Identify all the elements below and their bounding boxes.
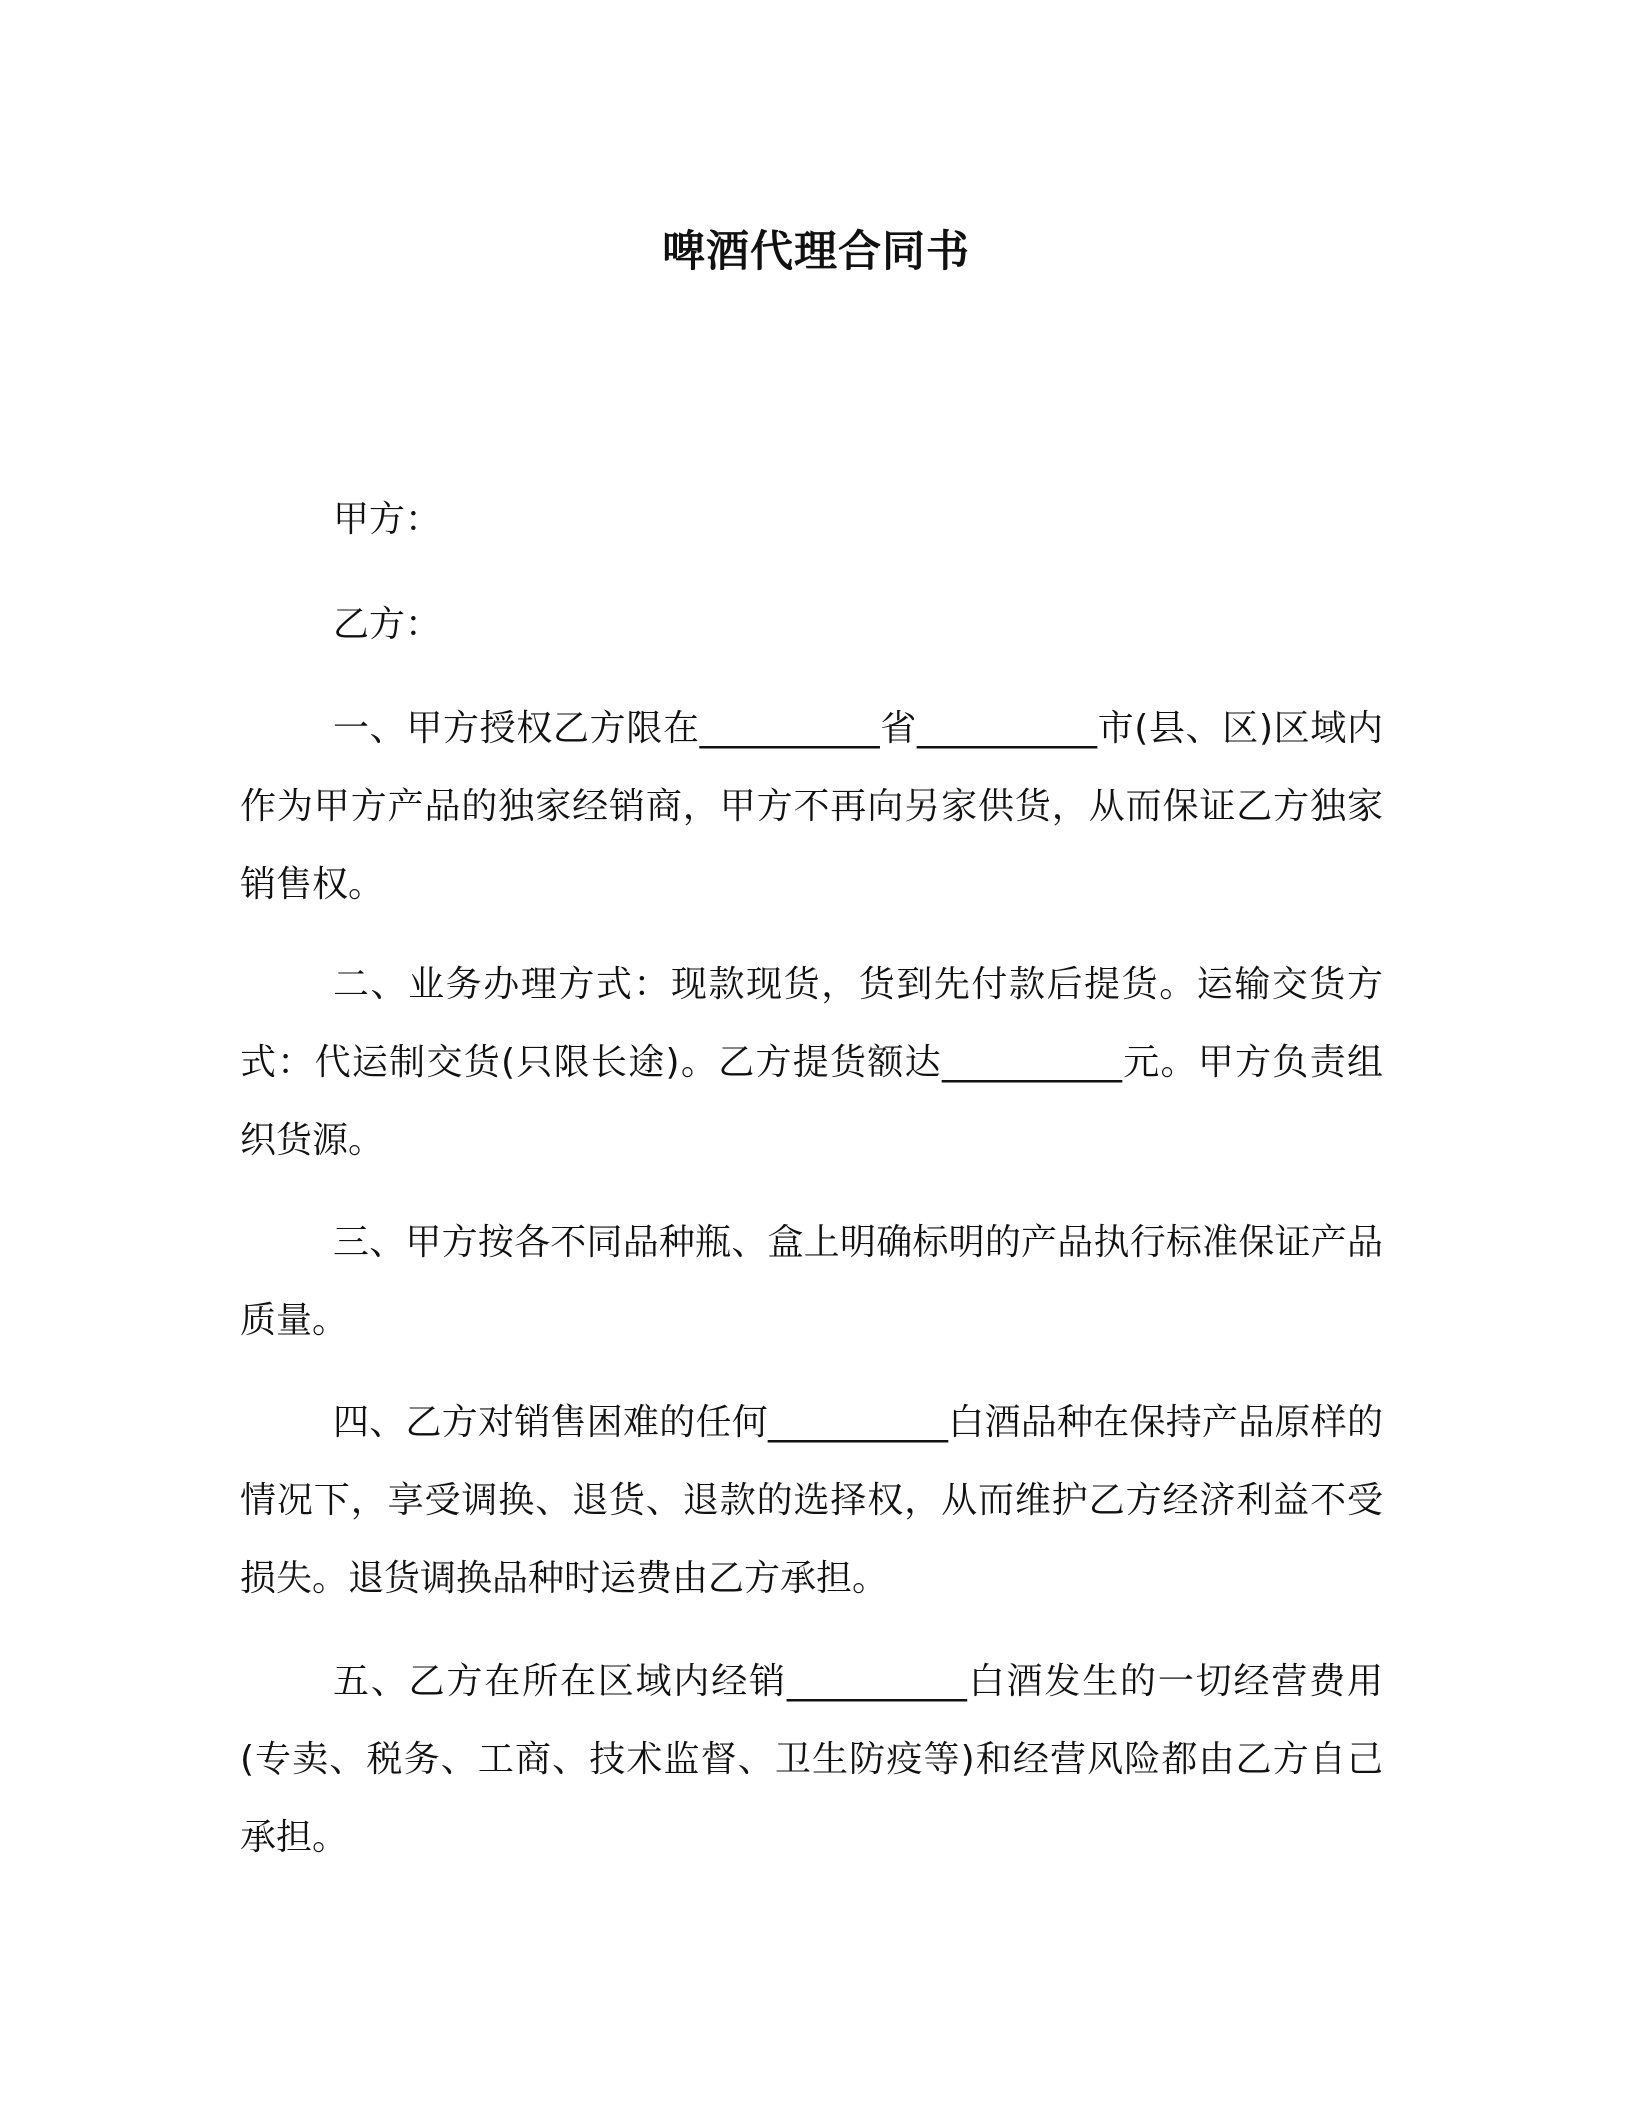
clause-4: 四、乙方对销售困难的任何__________白酒品种在保持产品原样的情况下，享受调换、退货、退款的选择权，从而维护乙方经济利益不受损失。退货调换品种时运费由乙方承担。: [240, 1402, 1383, 1599]
clause-5: 五、乙方在所在区域内经销__________白酒发生的一切经营费用(专卖、税务、工商、技术监督、卫生防疫等)和经营风险都由乙方自己承担。: [240, 1661, 1383, 1858]
party-b-label: 乙方：: [333, 604, 442, 645]
clause-1: 一、甲方授权乙方限在__________省__________市(县、区)区域内作为甲方产品的独家经销商，甲方不再向另家供货，从而保证乙方独家销售权。: [240, 708, 1383, 905]
party-a-label: 甲方：: [333, 499, 442, 540]
document-title: 啤酒代理合同书: [662, 227, 970, 277]
clause-3: 三、甲方按各不同品种瓶、盒上明确标明的产品执行标准保证产品质量。: [240, 1222, 1383, 1341]
clause-2: 二、业务办理方式：现款现货，货到先付款后提货。运输交货方式：代运制交货(只限长途)。乙方提货额达__________元。甲方负责组织货源。: [240, 964, 1383, 1161]
